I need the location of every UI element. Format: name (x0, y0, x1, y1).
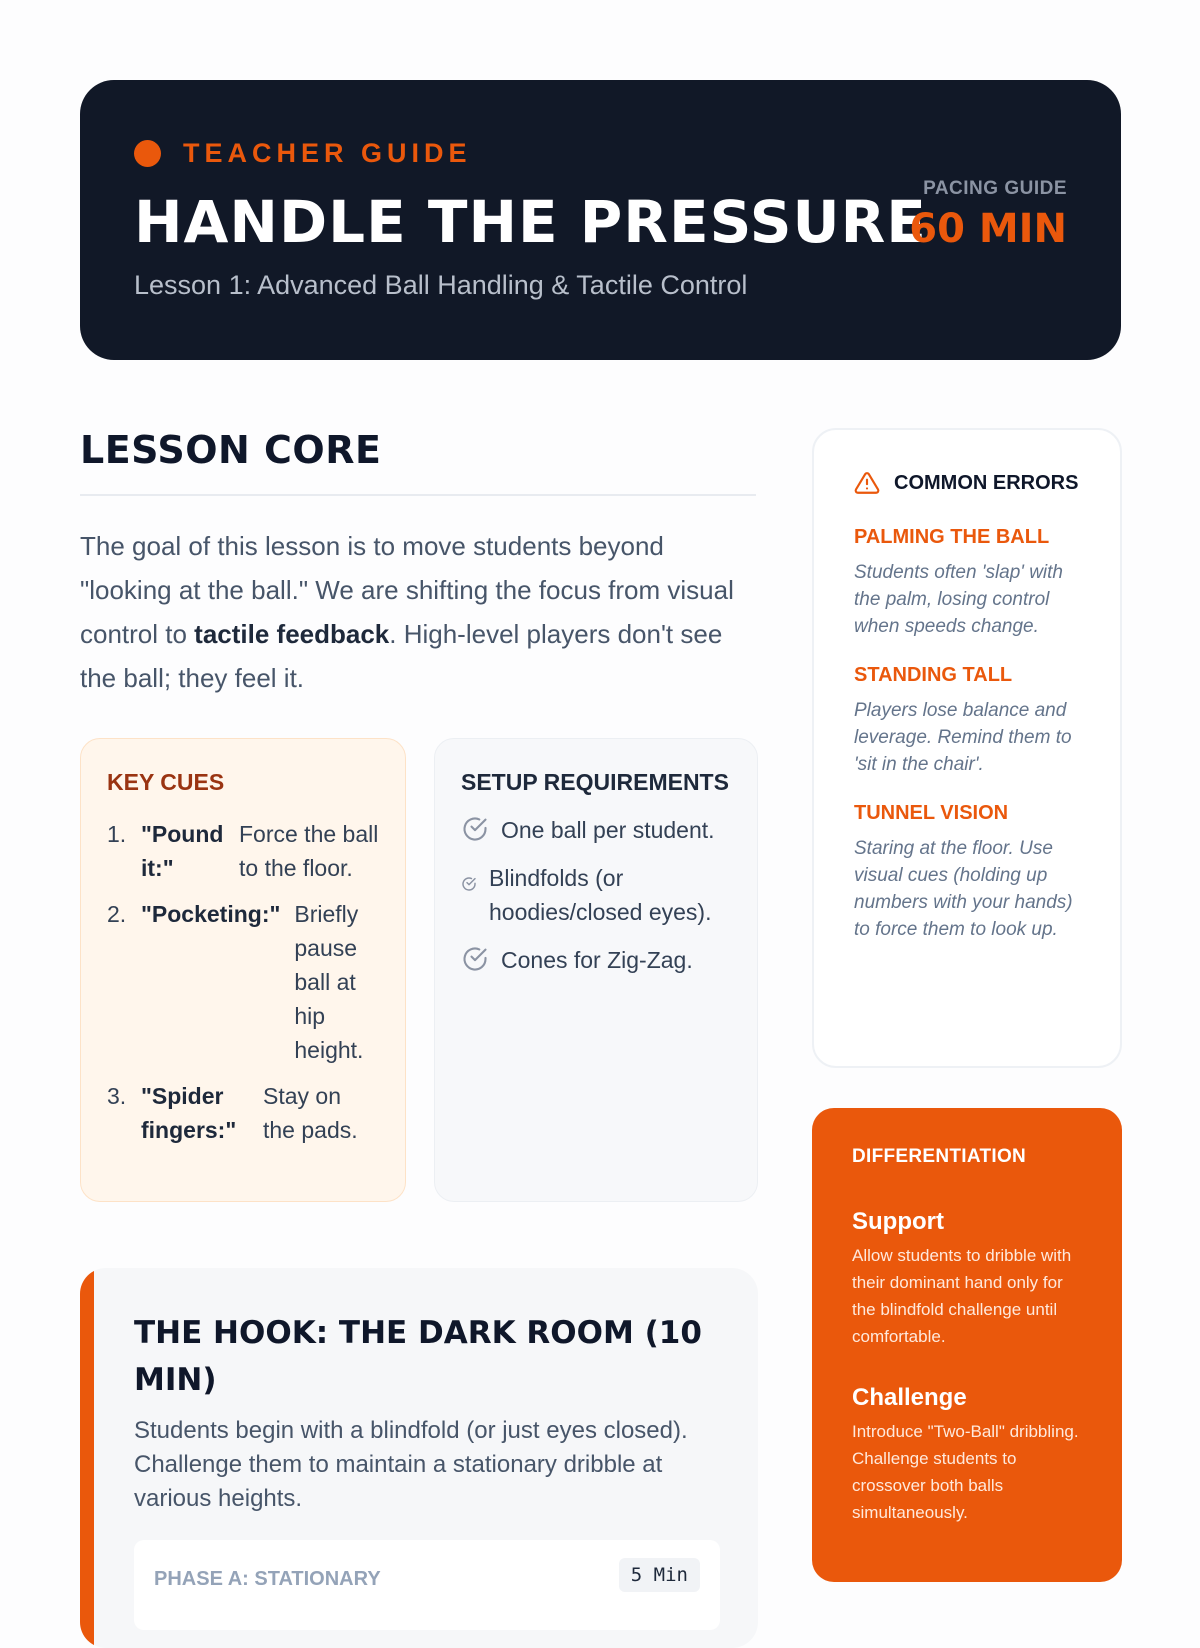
error-title: PALMING THE BALL (854, 526, 1050, 548)
section-divider (80, 494, 756, 496)
challenge-title: Challenge (852, 1384, 967, 1411)
cue-number: 2. (107, 901, 127, 927)
support-title: Support (852, 1208, 944, 1235)
setup-list (461, 813, 731, 977)
cue-item (107, 897, 379, 1067)
error-title: TUNNEL VISION (854, 802, 1009, 824)
pacing-label: PACING GUIDE (923, 178, 1067, 199)
error-item (854, 664, 1080, 778)
hook-title: THE HOOK: THE DARK ROOM (10 MIN) (134, 1315, 702, 1398)
setup-label: One ball per student. (501, 817, 715, 843)
error-item (854, 526, 1080, 640)
hook-text: Students begin with a blindfold (or just eyes closed). Challenge them to maintain a stationary dribble at various heights. (134, 1417, 688, 1512)
setup-label: Blindfolds (or hoodies/closed eyes). (489, 865, 712, 925)
support-text: Allow students to dribble with their dominant hand only for the blindfold challenge until comfortable. (852, 1246, 1072, 1346)
eyebrow (134, 138, 472, 169)
key-cues-card (80, 738, 406, 1202)
cue-term: "Pound it:" (141, 821, 224, 881)
differentiation-heading: DIFFERENTIATION (852, 1146, 1027, 1167)
error-description: Players lose balance and leverage. Remind them to 'sit in the chair'. (854, 700, 1072, 775)
cue-term: "Pocketing:" (141, 901, 281, 927)
cue-term: "Spider fingers:" (141, 1083, 237, 1143)
common-errors-header (854, 470, 1080, 496)
key-cues-heading: KEY CUES (107, 769, 225, 795)
page-subtitle: Lesson 1: Advanced Ball Handling & Tactile Control (134, 270, 748, 300)
key-cues-list (107, 817, 379, 1147)
error-item (854, 802, 1080, 943)
lesson-header (80, 80, 1121, 360)
intro-text: The goal of this lesson is to move students beyond "looking at the ball." We are shifting the focus from visual control to (80, 531, 734, 649)
error-description: Students often 'slap' with the palm, losing control when speeds change. (854, 562, 1063, 637)
common-errors-heading: COMMON ERRORS (894, 471, 1079, 494)
section-title-lesson-core: LESSON CORE (80, 428, 382, 472)
challenge-text: Introduce "Two-Ball" dribbling. Challenge students to crossover both balls simultaneously. (852, 1422, 1079, 1522)
error-title: STANDING TALL (854, 664, 1013, 686)
common-errors-card (812, 428, 1122, 1068)
check-circle-icon (461, 867, 477, 883)
page-title: HANDLE THE PRESSURE (134, 188, 927, 256)
check-circle-icon (461, 815, 489, 843)
lesson-intro (80, 524, 760, 700)
setup-requirements-card (434, 738, 758, 1202)
setup-label: Cones for Zig-Zag. (501, 947, 693, 973)
cue-description: Stay on the pads. (263, 1083, 358, 1143)
orange-dot-icon (134, 140, 161, 167)
setup-heading: SETUP REQUIREMENTS (461, 769, 729, 795)
differentiation-card (812, 1108, 1122, 1582)
cue-number: 1. (107, 821, 127, 847)
phase-row (134, 1540, 720, 1630)
intro-emphasis: tactile feedback (194, 619, 390, 649)
setup-item (461, 943, 731, 977)
pacing-value: 60 MIN (909, 206, 1067, 252)
error-description: Staring at the floor. Use visual cues (holding up numbers with your hands) to force them to look up. (854, 838, 1073, 940)
warning-icon (854, 470, 880, 496)
pacing-guide (909, 178, 1067, 252)
cue-number: 3. (107, 1083, 127, 1109)
cue-description: Briefly pause ball at hip height. (294, 901, 364, 1063)
check-circle-icon (461, 945, 489, 973)
cue-item (107, 817, 379, 885)
cue-description: Force the ball to the floor. (239, 821, 379, 881)
phase-label: PHASE A: STATIONARY (154, 1568, 381, 1590)
accent-bar (80, 1268, 94, 1648)
hook-section (80, 1268, 758, 1648)
setup-item (461, 861, 731, 929)
intro-text-end: . High-level players don't see the ball; they feel it. (80, 619, 723, 693)
cue-item (107, 1079, 379, 1147)
phase-time-badge: 5 Min (619, 1558, 700, 1592)
setup-item (461, 813, 731, 847)
eyebrow-label: TEACHER GUIDE (183, 138, 472, 168)
